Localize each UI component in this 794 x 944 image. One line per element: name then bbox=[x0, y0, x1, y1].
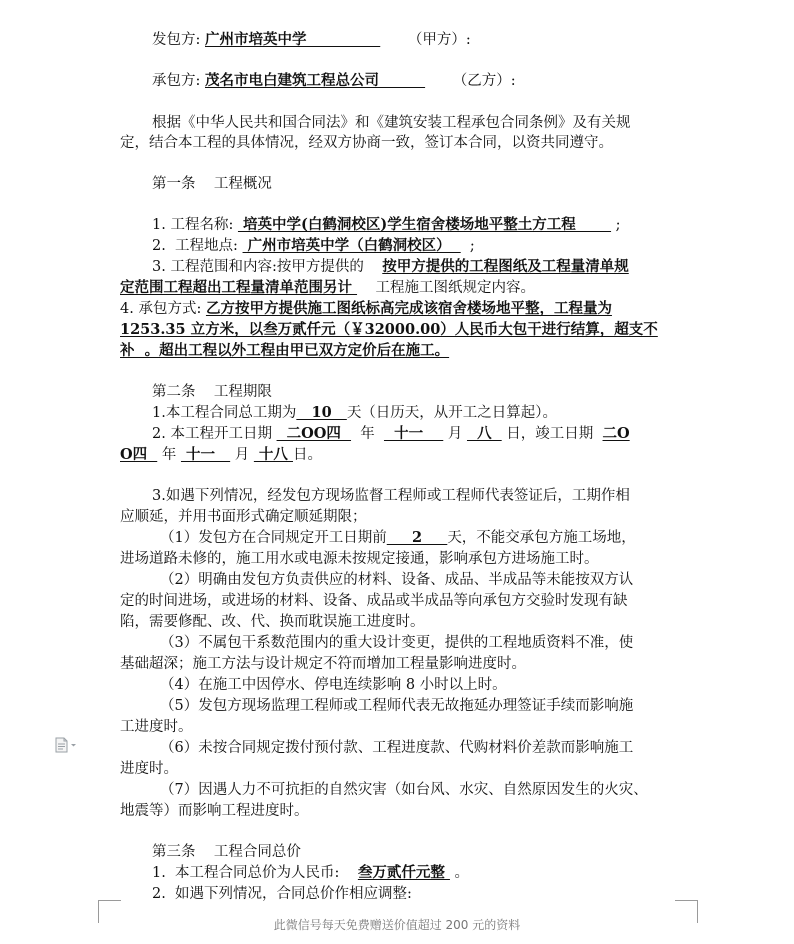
filled-field: 八 bbox=[466, 425, 502, 442]
text-segment: 年 bbox=[351, 426, 384, 442]
filled-field: 二OO四 bbox=[276, 425, 352, 442]
text-line bbox=[120, 591, 676, 611]
text-segment: 地震等）而影响工程进度时。 bbox=[120, 803, 309, 819]
filled-field: 乙方按甲方提供施工图纸标高完成该宿舍楼场地平整，工程量为 bbox=[205, 300, 612, 317]
text-segment: 天，不能交承包方施工场地， bbox=[447, 530, 636, 546]
text-segment: 2. 如遇下列情况，合同总价作相应调整: bbox=[152, 886, 412, 902]
filled-field: 10 bbox=[296, 404, 347, 421]
text-line bbox=[120, 570, 716, 590]
text-line bbox=[120, 299, 676, 319]
filled-field: 定范围工程超出工程量清单范围另计 bbox=[120, 279, 358, 296]
filled-field: 按甲方提供的工程图纸及工程量清单规 bbox=[382, 258, 629, 275]
filled-field: 叁万贰仟元整 bbox=[357, 864, 450, 881]
document-icon[interactable] bbox=[54, 737, 78, 753]
filled-field: 十八 bbox=[253, 446, 293, 463]
filled-field: O四 bbox=[120, 446, 158, 463]
text-segment: 基础超深；施工方法与设计规定不符而增加工程量影响进度时。 bbox=[120, 656, 526, 672]
text-segment: 4. 承包方式: bbox=[120, 301, 206, 317]
text-line bbox=[120, 341, 676, 361]
text-segment: 发包方: bbox=[152, 32, 205, 48]
text-line bbox=[120, 215, 708, 235]
text-segment: 承包方: bbox=[152, 73, 205, 89]
text-segment: 月 bbox=[443, 426, 467, 442]
text-segment: 3. 工程范围和内容:按甲方提供的 bbox=[152, 259, 383, 275]
text-segment: 第一条 工程概况 bbox=[152, 176, 272, 192]
text-segment: ; bbox=[611, 217, 621, 233]
filled-field bbox=[307, 32, 381, 48]
filled-field: 1253.35 立方米，以叁万贰仟元（￥32000.00）人民币大包干进行结算，超支不 bbox=[120, 321, 658, 338]
text-line bbox=[120, 528, 716, 548]
text-segment: 天（日历天，从开工之日算起）。 bbox=[346, 405, 558, 421]
filled-field: 十一 bbox=[180, 446, 231, 463]
text-segment: 应顺延，并用书面形式确定顺延期限； bbox=[120, 509, 367, 525]
text-line bbox=[120, 884, 708, 904]
text-line bbox=[120, 133, 676, 153]
text-line bbox=[120, 382, 708, 402]
text-line bbox=[120, 633, 716, 653]
text-line bbox=[120, 507, 676, 527]
text-segment: （6）未按合同规定拨付预付款、工程进度款、代购材料价差款而影响施工 bbox=[160, 740, 634, 756]
filled-field bbox=[379, 73, 425, 89]
filled-field: 茂名市电白建筑工程总公司 bbox=[205, 72, 379, 89]
text-segment: （7）因遇人力不可抗拒的自然灾害（如台风、水灾、自然原因发生的火灾、 bbox=[160, 782, 648, 798]
text-segment: （甲方）: bbox=[380, 32, 471, 48]
filled-field: 二O bbox=[602, 425, 630, 442]
text-segment: 第三条 工程合同总价 bbox=[152, 844, 301, 860]
filled-field: 广州市培英中学 bbox=[205, 31, 307, 48]
text-line bbox=[120, 717, 676, 737]
filled-field: 2 bbox=[386, 529, 448, 546]
filled-field: 培英中学(白鹤洞校区)学生宿舍楼场地平整土方工程 bbox=[237, 216, 612, 233]
text-line bbox=[120, 801, 676, 821]
text-line bbox=[120, 445, 676, 465]
text-segment: 进度时。 bbox=[120, 761, 178, 777]
text-line bbox=[120, 549, 676, 569]
text-line bbox=[120, 738, 716, 758]
text-segment: 1. 工程名称: bbox=[152, 217, 238, 233]
text-segment: 第二条 工程期限 bbox=[152, 384, 272, 400]
filled-field: 补 。超出工程以外工程由甲已双方定价后在施工。 bbox=[120, 342, 450, 359]
text-segment: （5）发包方现场监理工程师或工程师代表无故拖延办理签证手续而影响施 bbox=[160, 698, 634, 714]
footer-note: 此微信号每天免费赠送价值超过 200 元的资料 bbox=[273, 918, 521, 932]
text-line bbox=[120, 863, 708, 883]
text-segment: 月 bbox=[230, 447, 254, 463]
text-line bbox=[120, 696, 716, 716]
text-segment: 3.如遇下列情况，经发包方现场监督工程师或工程师代表签证后，工期作相 bbox=[152, 488, 630, 504]
text-line bbox=[120, 612, 676, 632]
text-segment: 工程施工图纸规定内容。 bbox=[357, 280, 535, 296]
text-segment: 日。 bbox=[292, 447, 322, 463]
text-line bbox=[120, 424, 708, 444]
text-line bbox=[120, 780, 716, 800]
text-line bbox=[120, 654, 676, 674]
text-line bbox=[120, 759, 676, 779]
text-line bbox=[120, 30, 708, 50]
text-segment: 定，结合本工程的具体情况，经双方协商一致，签订本合同，以资共同遵守。 bbox=[120, 135, 613, 151]
text-segment: 年 bbox=[157, 447, 181, 463]
text-line bbox=[120, 278, 676, 298]
text-segment: 工进度时。 bbox=[120, 719, 193, 735]
text-segment: 日，竣工日期 bbox=[501, 426, 603, 442]
text-line bbox=[120, 842, 708, 862]
text-line bbox=[120, 675, 716, 695]
text-line bbox=[120, 257, 708, 277]
text-segment: 2. 工程地点: bbox=[152, 238, 243, 254]
text-segment: （1）发包方在合同规定开工日期前 bbox=[160, 530, 387, 546]
filled-field: 广州市培英中学（白鹤洞校区） bbox=[242, 237, 461, 254]
text-segment: 1.本工程合同总工期为 bbox=[152, 405, 297, 421]
text-segment: 1. 本工程合同总价为人民币: bbox=[152, 865, 358, 881]
text-segment: 2. 本工程开工日期 bbox=[152, 426, 277, 442]
text-segment: 根据《中华人民共和国合同法》和《建筑安装工程承包合同条例》及有关规 bbox=[152, 115, 631, 131]
text-line bbox=[120, 486, 708, 506]
text-segment: 定的时间进场，或进场的材料、设备、成品或半成品等向承包方交验时发现有缺 bbox=[120, 593, 628, 609]
filled-field: 十一 bbox=[383, 425, 444, 442]
text-segment: （4）在施工中因停水、停电连续影响 8 小时以上时。 bbox=[160, 677, 507, 693]
text-line bbox=[120, 113, 708, 133]
text-segment: ; bbox=[460, 238, 475, 254]
text-segment: 陷，需要修配、改、代、换而耽误施工进度时。 bbox=[120, 614, 425, 630]
text-segment: （2）明确由发包方负责供应的材料、设备、成品、半成品等未能按双方认 bbox=[160, 572, 634, 588]
text-line bbox=[120, 320, 676, 340]
text-segment: （乙方）: bbox=[425, 73, 516, 89]
text-segment: （3）不属包干系数范围内的重大设计变更，提供的工程地质资料不准，使 bbox=[160, 635, 634, 651]
text-line bbox=[120, 174, 708, 194]
text-segment: 进场道路未修的，施工用水或电源未按规定接通，影响承包方进场施工时。 bbox=[120, 551, 599, 567]
text-line bbox=[120, 236, 708, 256]
text-segment: 。 bbox=[449, 865, 470, 881]
text-line bbox=[120, 403, 708, 423]
text-line bbox=[120, 71, 708, 91]
